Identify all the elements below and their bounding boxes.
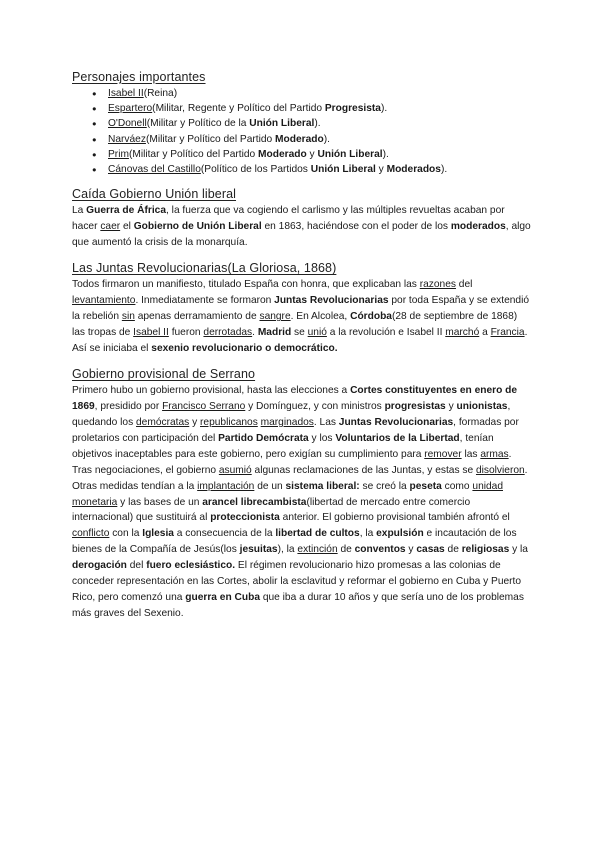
bold-term: jesuitas xyxy=(239,544,278,556)
bold-term: conventos xyxy=(354,544,406,556)
text-run: del xyxy=(126,560,147,572)
text-run: (Militar y Político del Partido xyxy=(145,133,276,145)
text-run: del xyxy=(455,279,473,291)
underlined-term: razones xyxy=(419,279,456,291)
text-run: e incautación de los bienes de la Compañía de Jesús(los xyxy=(72,528,517,556)
text-run: a consecuencia de la xyxy=(173,528,276,540)
text-run: a la revolución e Isabel II xyxy=(326,327,446,339)
text-run: , tenían objetivos inaceptables para este gobierno, pero exigían su cumplimiento para xyxy=(72,432,494,460)
text-run: . Otras medidas tendían a la xyxy=(72,464,528,492)
bold-term: libertad de cultos xyxy=(275,528,360,540)
underlined-term: marginados xyxy=(260,417,314,429)
text-run: de xyxy=(444,544,462,556)
underlined-term: Espartero xyxy=(108,103,153,115)
underlined-term: unidad monetaria xyxy=(72,480,503,508)
text-run: y las bases de un xyxy=(117,496,203,508)
underlined-term: levantamiento xyxy=(72,295,136,307)
bold-term: Juntas Revolucionarias xyxy=(338,417,454,429)
paragraph xyxy=(72,383,532,622)
text-run: se creó la xyxy=(359,480,410,492)
text-run: , quedando los xyxy=(72,401,511,429)
text-run: con la xyxy=(109,528,143,540)
bold-term: Progresista xyxy=(324,103,381,115)
list-item xyxy=(92,147,532,162)
bold-term: Voluntarios de la Libertad xyxy=(335,432,460,444)
personajes-list xyxy=(72,86,532,177)
text-run: La xyxy=(72,205,87,217)
list-item xyxy=(92,116,532,131)
text-run: algunas reclamaciones de las Juntas, y estas se xyxy=(251,464,476,476)
underlined-term: marchó xyxy=(445,327,480,339)
bold-term: sexenio revolucionario o democrático. xyxy=(151,343,338,355)
text-run: y xyxy=(405,544,417,556)
bold-term: Juntas Revolucionarias xyxy=(274,295,389,307)
bold-term: arancel librecambista xyxy=(202,496,307,508)
text-run: (28 de septiembre de 1868) las tropas de xyxy=(72,311,518,339)
bold-term: Guerra de África xyxy=(86,205,167,217)
text-run: y xyxy=(306,148,318,160)
text-run: ). xyxy=(382,148,389,160)
text-run: (Militar, Regente y Político del Partido xyxy=(152,103,325,115)
underlined-term: Francisco Serrano xyxy=(162,401,246,413)
bold-term: guerra en Cuba xyxy=(185,592,260,603)
section-heading: Las Juntas Revolucionarias(La Gloriosa, 1868) xyxy=(72,261,337,276)
text-run: y xyxy=(445,401,457,413)
underlined-term: conflicto xyxy=(72,528,110,540)
underlined-term: armas xyxy=(480,448,509,460)
underlined-term: O'Donell xyxy=(108,118,147,130)
bold-term: unionistas xyxy=(456,401,508,413)
underlined-term: unió xyxy=(307,327,327,339)
text-run: . En Alcolea, xyxy=(290,311,351,323)
paragraph xyxy=(72,277,532,357)
text-run: (Militar y Político de la xyxy=(146,118,250,130)
text-run: ), la xyxy=(277,544,298,556)
underlined-term: caer xyxy=(100,221,121,233)
text-run: (libertad de mercado entre comercio internacional) que sustituirá al xyxy=(72,496,471,524)
bold-term: expulsión xyxy=(376,528,424,540)
underlined-term: Prim xyxy=(108,148,129,160)
bold-term: derogación xyxy=(72,560,127,572)
text-run: (Político de los Partidos xyxy=(200,164,311,176)
document-page xyxy=(72,70,532,632)
text-run: ). xyxy=(323,133,330,145)
text-run: . Así se iniciaba el xyxy=(72,327,528,355)
text-run: por toda España y se extendió la rebelión xyxy=(72,295,530,323)
text-run: , formadas por proletarios con participación del xyxy=(72,417,519,444)
text-run: ). xyxy=(440,164,448,176)
text-run: Primero hubo un gobierno provisional, hasta las elecciones a xyxy=(72,385,351,397)
text-run: fueron xyxy=(168,327,204,339)
text-run: y xyxy=(375,164,387,176)
underlined-term: remover xyxy=(424,448,462,460)
section-caida xyxy=(72,187,532,251)
underlined-term: asumió xyxy=(218,464,252,476)
section-juntas xyxy=(72,261,532,357)
underlined-term: Cánovas del Castillo xyxy=(108,164,201,176)
bold-term: Moderado xyxy=(275,133,324,145)
bold-term: moderados xyxy=(450,221,506,233)
text-run: de xyxy=(337,544,355,556)
underlined-term: derrotadas xyxy=(203,327,253,339)
bold-term: Madrid xyxy=(257,327,292,339)
section-heading: Personajes importantes xyxy=(72,70,206,84)
bold-term: Gobierno de Unión Liberal xyxy=(133,221,262,233)
section-gobierno xyxy=(72,367,532,622)
bold-term: Unión Liberal xyxy=(249,118,315,130)
bold-term: Moderado xyxy=(258,148,307,160)
paragraph xyxy=(72,203,532,251)
bold-term: Córdoba xyxy=(350,311,392,323)
text-run: se xyxy=(291,327,308,339)
text-run: . xyxy=(252,327,258,339)
underlined-term: Isabel II xyxy=(108,88,144,99)
list-item xyxy=(92,132,532,147)
underlined-term: extinción xyxy=(297,544,338,556)
text-run: , la xyxy=(359,528,377,540)
text-run: ). xyxy=(380,103,388,115)
bold-term: Cortes constituyentes en enero de 1869 xyxy=(72,385,518,413)
list-item xyxy=(92,86,532,101)
text-run: en 1863, haciéndose con el poder de los xyxy=(261,221,451,233)
bold-term: fuero eclesiástico. xyxy=(146,560,236,572)
text-run: el xyxy=(120,221,134,233)
bold-term: progresistas xyxy=(384,401,446,413)
text-run: , presidido por xyxy=(94,401,163,413)
bold-term: Unión Liberal xyxy=(317,148,383,160)
text-run: , algo que aumentó la crisis de la monarquía. xyxy=(72,221,531,249)
bold-term: sistema liberal: xyxy=(285,480,360,492)
text-run: . Las xyxy=(313,417,339,429)
text-run: . Inmediatamente se formaron xyxy=(135,295,275,307)
text-run: (Militar y Político del Partido xyxy=(128,148,259,160)
underlined-term: Francia xyxy=(490,327,525,339)
underlined-term: implantación xyxy=(197,480,255,492)
list-item xyxy=(92,101,532,116)
text-run: apenas derramamiento de xyxy=(134,311,260,323)
text-run: El régimen revolucionario hizo promesas a las colonias de conceder representación en las Cortes, abolir la esclavitud y reformar el gobierno en Cuba y Puerto Rico, pero comenzó una xyxy=(72,560,522,603)
text-run: de un xyxy=(254,480,286,492)
bold-term: Moderados xyxy=(386,164,441,176)
text-run: como xyxy=(441,480,473,492)
underlined-term: republicanos xyxy=(200,417,258,429)
underlined-term: Narváez xyxy=(108,133,146,145)
text-run: y xyxy=(189,417,201,429)
section-personajes xyxy=(72,70,532,177)
section-heading: Gobierno provisional de Serrano xyxy=(72,367,256,382)
bold-term: religiosas xyxy=(461,544,510,556)
underlined-term: demócratas xyxy=(136,417,190,429)
text-run: . Tras negociaciones, el gobierno xyxy=(72,448,512,476)
bold-term: casas xyxy=(416,544,445,556)
text-run: y la xyxy=(509,544,528,556)
underlined-term: sin xyxy=(121,311,135,323)
bold-term: proteccionista xyxy=(210,512,280,524)
text-run: y los xyxy=(308,432,336,444)
text-run: ). xyxy=(314,118,321,130)
text-run: las xyxy=(461,448,481,460)
bold-term: Iglesia xyxy=(142,528,174,540)
underlined-term: Isabel II xyxy=(133,327,169,339)
bold-term: peseta xyxy=(409,480,442,492)
bold-term: Partido Demócrata xyxy=(218,432,309,444)
text-run: (Reina) xyxy=(143,88,178,99)
text-run: y Domínguez, y con ministros xyxy=(245,401,385,413)
bold-term: Unión Liberal xyxy=(310,164,376,176)
text-run: Todos firmaron un manifiesto, titulado España con honra, que explicaban las xyxy=(72,279,420,291)
text-run: a xyxy=(479,327,491,339)
text-run: que iba a durar 10 años y que sería uno de los problemas más graves del Sexenio. xyxy=(72,592,524,619)
text-run: anterior. El gobierno provisional también afrontó el xyxy=(279,512,510,524)
underlined-term: disolvieron xyxy=(475,464,525,476)
underlined-term: sangre xyxy=(259,311,291,323)
list-item xyxy=(92,162,532,177)
section-heading: Caída Gobierno Unión liberal xyxy=(72,187,237,202)
text-run: , la fuerza que va cogiendo el carlismo y las múltiples revueltas acaban por hacer xyxy=(72,205,505,233)
